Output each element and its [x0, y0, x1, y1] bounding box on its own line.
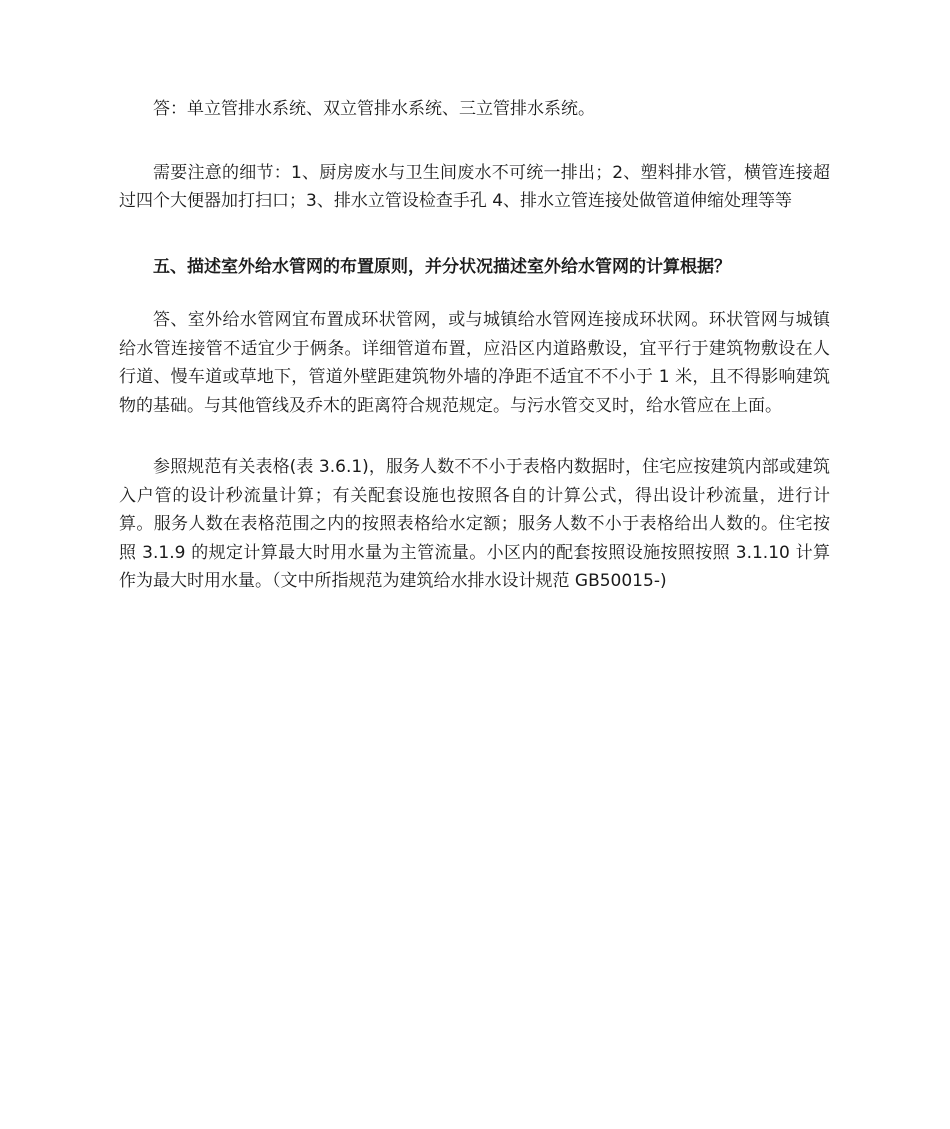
document-body: [119, 95, 830, 625]
section-heading-question-5: 五、描述室外给水管网的布置原则，并分状况描述室外给水管网的计算根据？: [153, 256, 731, 277]
paragraph-layout-answer: 答、室外给水管网宜布置成环状管网，或与城镇给水管网连接成环状网。环状管网与城镇给水管连接管不适宜少于俩条。详细管道布置，应沿区内道路敷设，宜平行于建筑物敷设在人行道、慢车道或草地下，管道外壁距建筑物外墙的净距不适宜不不小于 1 米，且不得影响建筑物的基础。与其他管线及乔木的距离符合规范规定。与污水管交叉时，给水管应在上面。: [119, 310, 830, 416]
paragraph-notes: 需要注意的细节：1、厨房废水与卫生间废水不可统一排出；2、塑料排水管，横管连接超过四个大便器加打扫口；3、排水立管设检查手孔 4、排水立管连接处做管道伸缩处理等等: [119, 162, 830, 211]
paragraph-calculation-answer: 参照规范有关表格(表 3.6.1)，服务人数不不小于表格内数据时，住宅应按建筑内部或建筑入户管的设计秒流量计算；有关配套设施也按照各自的计算公式，得出设计秒流量，进行计算。服务人数在表格范围之内的按照表格给水定额；服务人数不小于表格给出人数的。住宅按照 3.1.9 的规定计算最大时用水量为主管流量。小区内的配套按照设施按照按照 3.1.10 计算作为最大时用水量。（文中所指规范为建筑给水排水设计规范 GB50015-): [119, 457, 830, 591]
paragraph-drainage-systems-answer: 答：单立管排水系统、双立管排水系统、三立管排水系统。: [153, 99, 595, 119]
